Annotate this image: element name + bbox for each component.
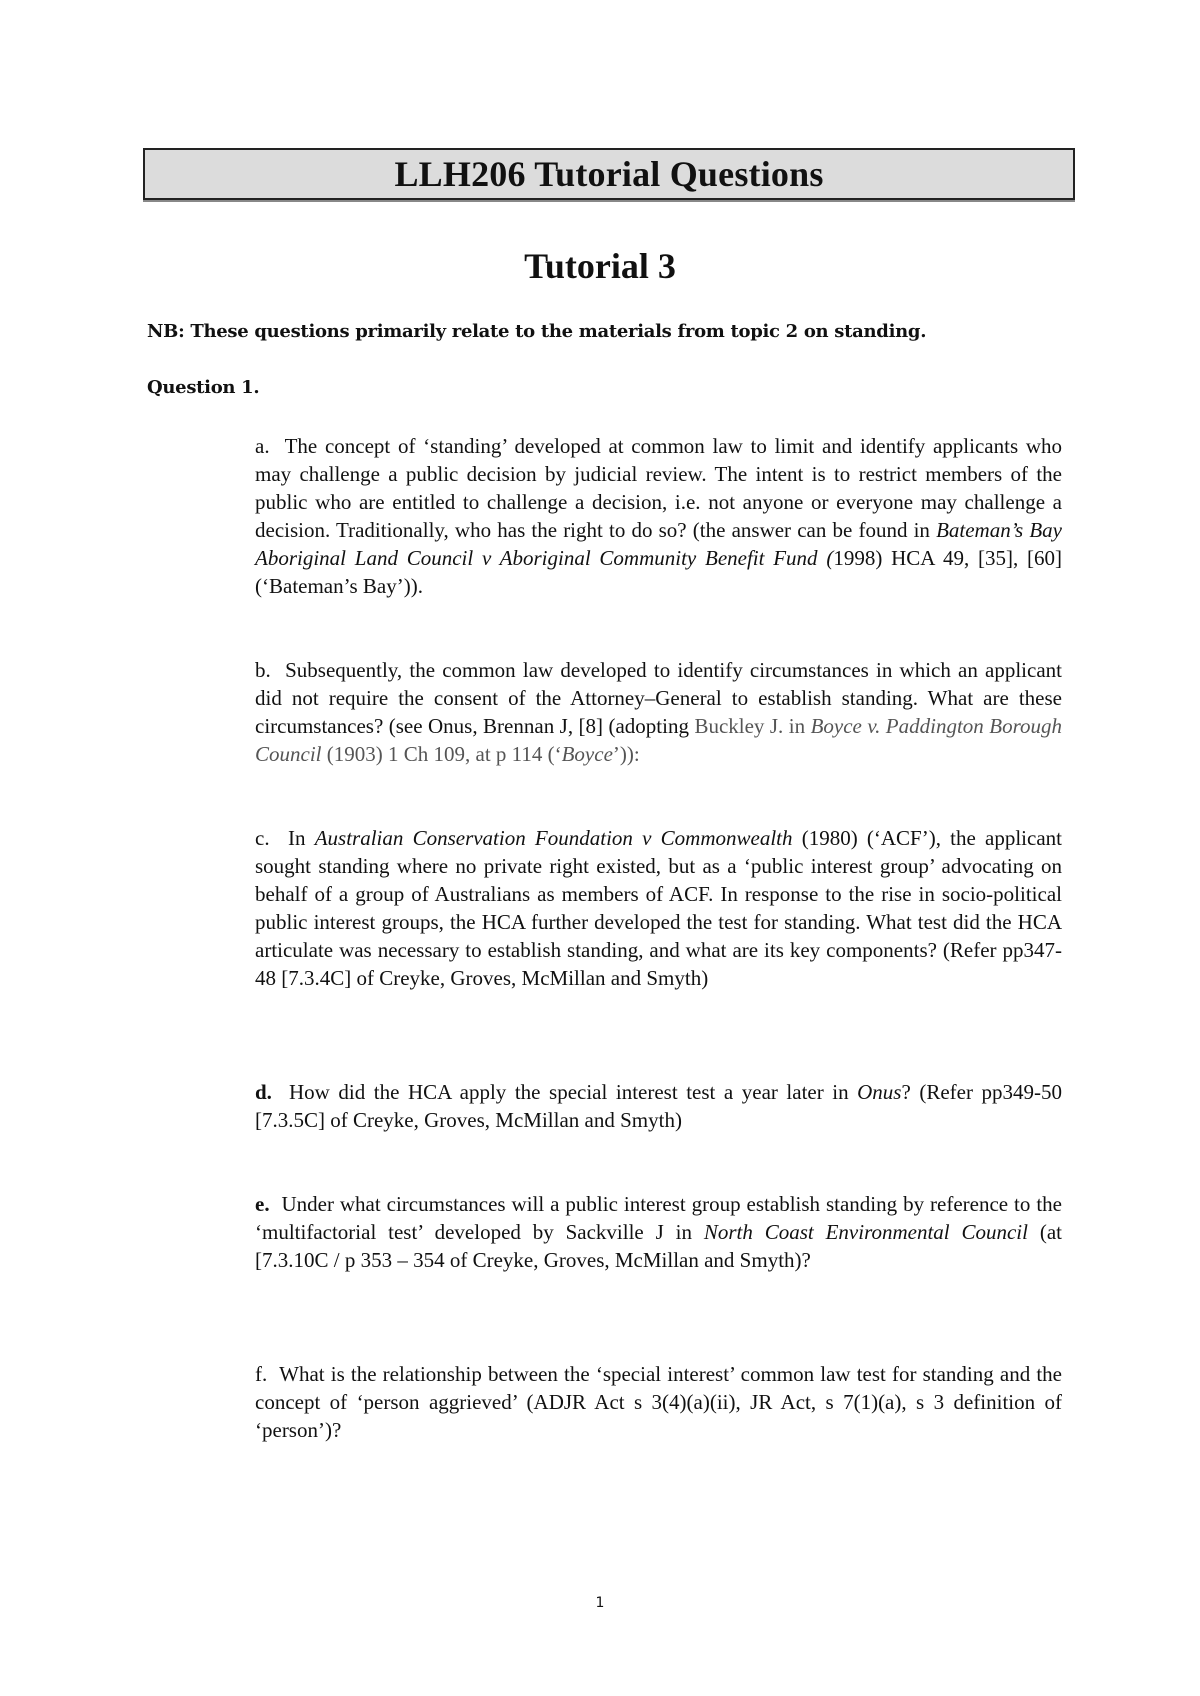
case-name: Australian Conservation Foundation v Commonwealth: [314, 826, 793, 850]
item-label: b.: [255, 658, 271, 682]
case-name: North Coast Environmental Council: [703, 1220, 1028, 1244]
item-label: f.: [255, 1362, 268, 1386]
document-title: LLH206 Tutorial Questions: [394, 154, 824, 194]
item-text: In: [287, 826, 315, 850]
question-item-d: [255, 1078, 1062, 1134]
item-text: How did the HCA apply the special interest test a year later in: [289, 1080, 858, 1104]
item-text: What is the relationship between the ‘special interest’ common law test for standing and the concept of ‘person aggrieved’ (ADJR Act s 3(4)(a)(ii), JR Act, s 7(1)(a), s 3 definition of ‘person’)?: [255, 1362, 1062, 1442]
question-heading: Question 1.: [147, 377, 260, 398]
item-text: ? (Refer pp349-50 [7.3.5C] of Creyke, Groves, McMillan and Smyth): [255, 1080, 1062, 1132]
item-label: c.: [255, 826, 270, 850]
item-text: The concept of ‘standing’ developed at common law to limit and identify applicants who may challenge a public decision by judicial review. The intent is to restrict members of the public who are entitled to challenge a decision, i.e. not anyone or everyone may challenge a decision. Traditionally, who has the right to do so? (the answer can be found in: [255, 434, 1062, 542]
item-label: d.: [255, 1080, 272, 1104]
item-text: Buckley J. in: [694, 714, 811, 738]
item-text: ’)):: [612, 742, 640, 766]
item-text: (1903) 1 Ch 109, at p 114 (‘: [321, 742, 562, 766]
case-name: Boyce: [561, 742, 613, 766]
question-item-e: [255, 1190, 1062, 1274]
question-item-b: [255, 656, 1062, 768]
case-name: Bateman’s Bay Aboriginal Land Council v Aboriginal Community Benefit Fund (: [255, 518, 1062, 570]
item-label: a.: [255, 434, 270, 458]
item-text: Under what circumstances will a public interest group establish standing by reference to the ‘multifactorial test’ developed by Sackville J in: [255, 1192, 1062, 1244]
case-name: Onus: [857, 1080, 902, 1104]
nb-note: NB: These questions primarily relate to the materials from topic 2 on standing.: [147, 321, 927, 342]
item-text: 1998) HCA 49, [35], [60] (‘Bateman’s Bay’)).: [255, 546, 1062, 598]
question-item-c: [255, 824, 1062, 992]
tutorial-subtitle: Tutorial 3: [524, 246, 676, 286]
item-text: (at [7.3.10C / p 353 – 354 of Creyke, Groves, McMillan and Smyth)?: [255, 1220, 1062, 1272]
item-text: Subsequently, the common law developed to identify circumstances in which an applicant did not require the consent of the Attorney–General to establish standing. What are these circumstances? (see Onus, Brennan J, [8] (adopting: [255, 658, 1062, 738]
page-number: 1: [595, 1595, 605, 1611]
case-name: Boyce v. Paddington Borough Council: [255, 714, 1062, 766]
item-text: (1980) (‘ACF’), the applicant sought standing where no private right existed, but as a ‘public interest group’ advocating on behalf of a group of Australians as members of ACF. In response to the rise in socio-political public interest groups, the HCA further developed the test for standing. What test did the HCA articulate was necessary to establish standing, and what are its key components? (Refer pp347-48 [7.3.4C] of Creyke, Groves, McMillan and Smyth): [255, 826, 1062, 990]
question-item-a: [255, 432, 1062, 600]
question-item-f: [255, 1360, 1062, 1444]
title-box: [143, 148, 1075, 200]
item-label: e.: [255, 1192, 270, 1216]
